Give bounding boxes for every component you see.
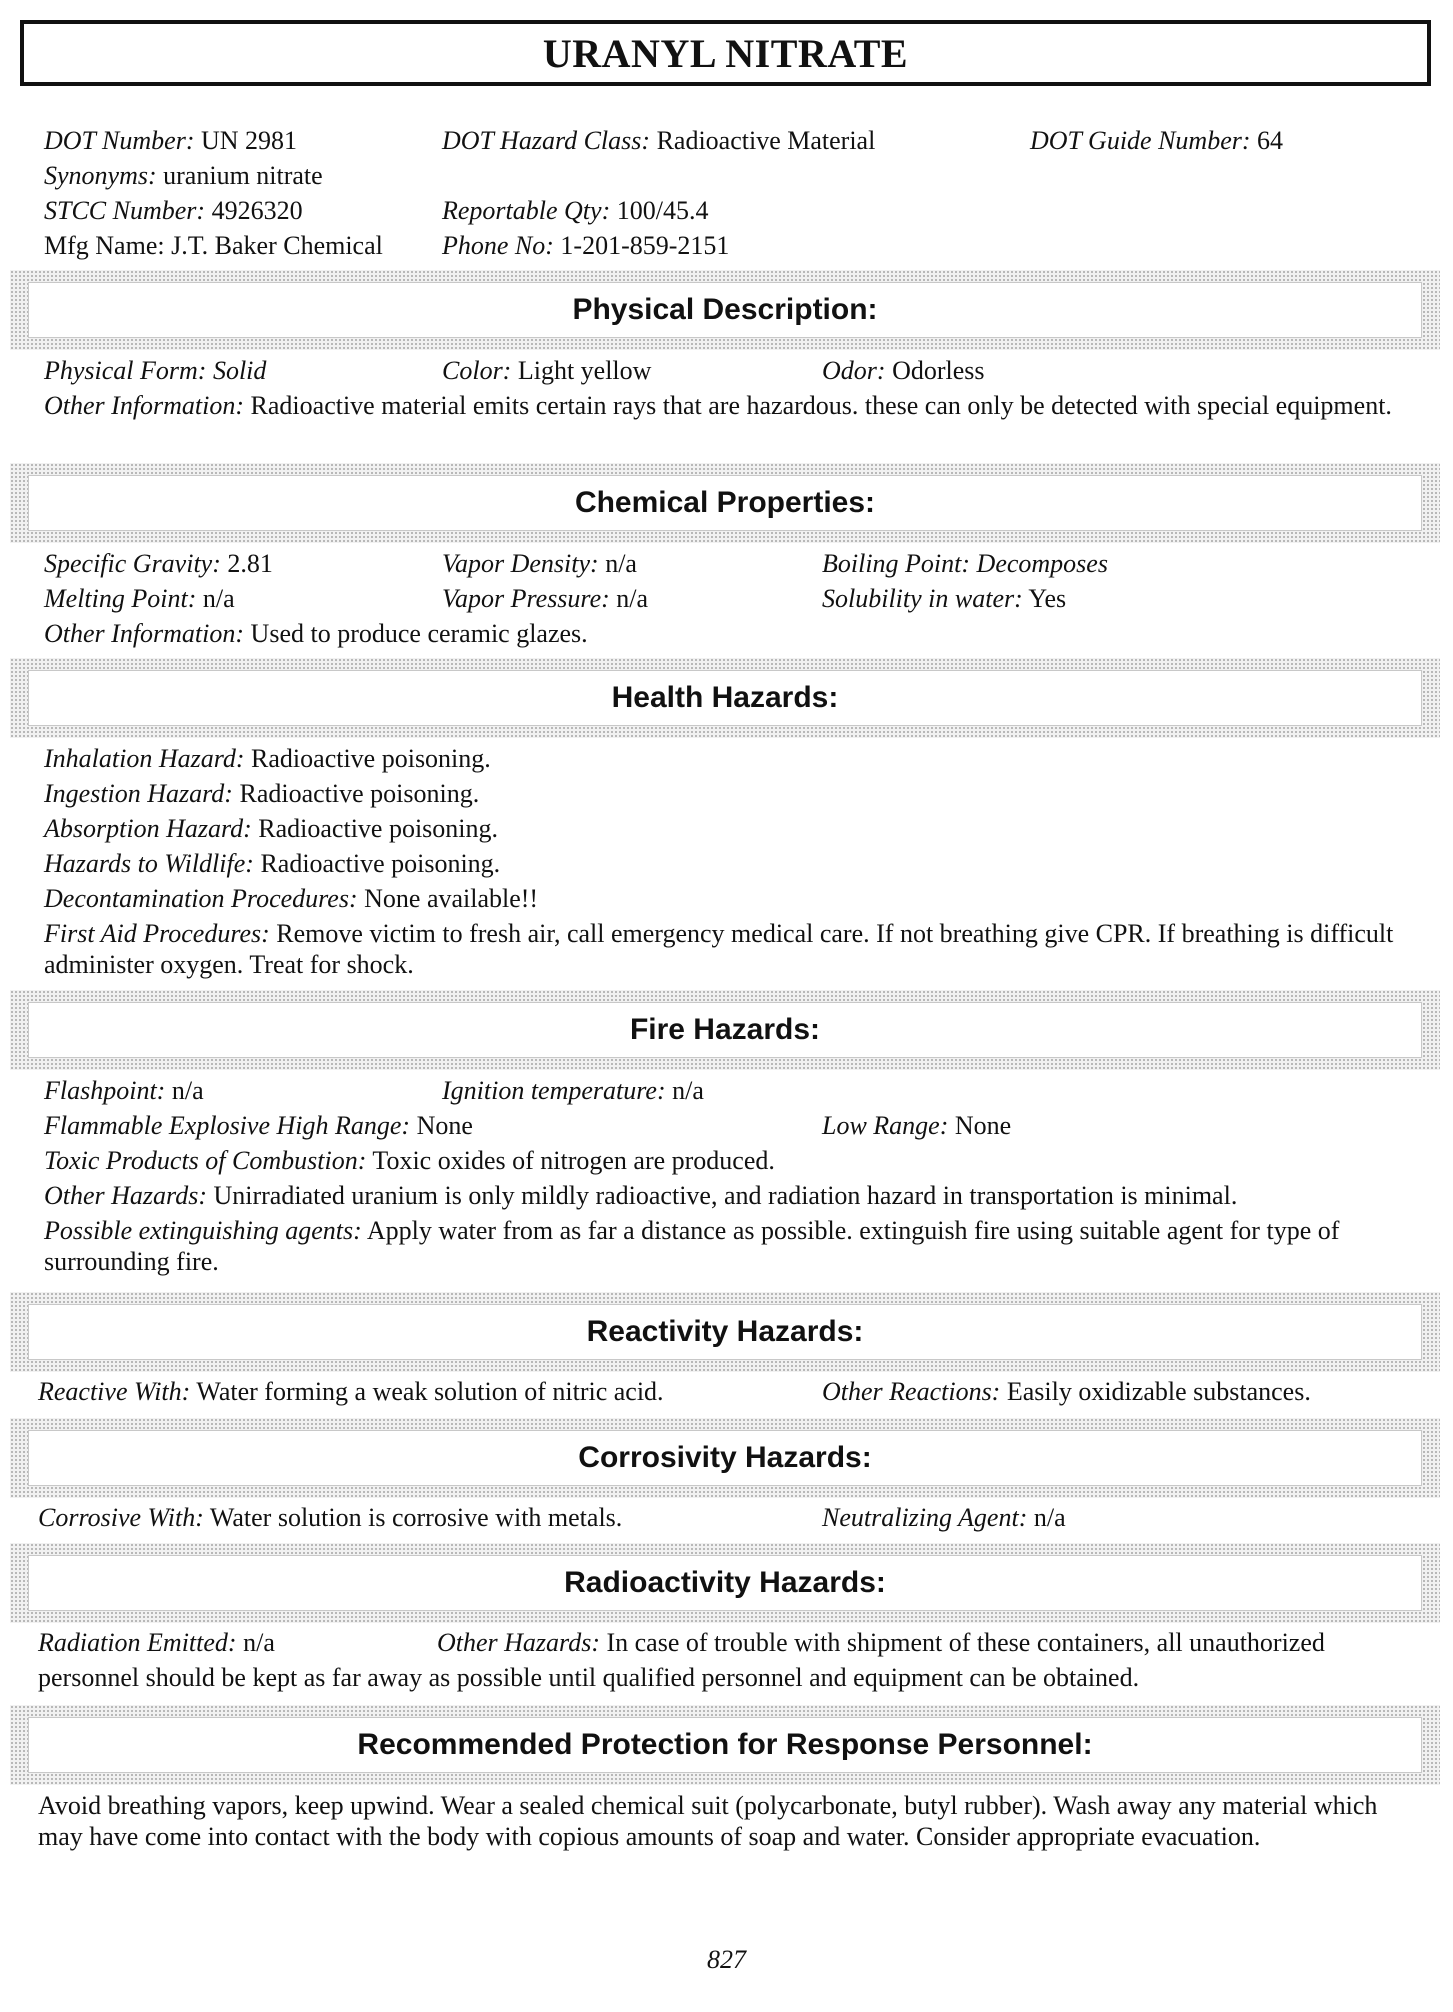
absorption-hazard: Absorption Hazard: Radioactive poisoning. — [44, 814, 499, 843]
low-range: Low Range: None — [822, 1111, 1012, 1140]
health-header — [10, 658, 1440, 738]
radiation-emitted: Radiation Emitted: n/a — [38, 1628, 275, 1657]
page-title: URANYL NITRATE — [542, 30, 909, 76]
toxic-products: Toxic Products of Combustion: Toxic oxides of nitrogen are produced. — [44, 1146, 775, 1175]
reportable-qty: Reportable Qty: 100/45.4 — [442, 196, 709, 225]
reactive-with: Reactive With: Water forming a weak solution of nitric acid. — [38, 1377, 664, 1406]
section-heading: Fire Hazards: — [629, 1013, 821, 1046]
synonyms: Synonyms: uranium nitrate — [44, 161, 323, 190]
fire-other-hazards: Other Hazards: Unirradiated uranium is only mildly radioactive, and radiation hazard in transportation is minimal. — [44, 1181, 1238, 1210]
ignition-temperature: Ignition temperature: n/a — [442, 1076, 704, 1105]
section-heading: Recommended Protection for Response Personnel: — [357, 1728, 1093, 1761]
physical-other-info: Other Information: Radioactive material emits certain rays that are hazardous. these can only be detected with special equipment. — [44, 391, 1392, 420]
corrosive-with: Corrosive With: Water solution is corrosive with metals. — [38, 1503, 623, 1532]
radioactivity-other-hazards-cont: personnel should be kept as far away as possible until qualified personnel and equipment can be obtained. — [38, 1663, 1140, 1692]
page-number: 827 — [707, 1945, 746, 1974]
boiling-point: Boiling Point: Decomposes — [822, 549, 1108, 578]
dot-hazard-class: DOT Hazard Class: Radioactive Material — [442, 126, 876, 155]
wildlife-hazard: Hazards to Wildlife: Radioactive poisoning. — [44, 849, 501, 878]
mfg-name: Mfg Name: J.T. Baker Chemical — [44, 231, 383, 260]
chemical-header — [10, 463, 1440, 543]
title-box — [20, 20, 1431, 86]
radioactivity-other-hazards: Other Hazards: In case of trouble with shipment of these containers, all unauthorized — [437, 1628, 1325, 1657]
melting-point: Melting Point: n/a — [44, 584, 235, 613]
odor: Odor: Odorless — [822, 356, 985, 385]
color: Color: Light yellow — [442, 356, 652, 385]
decontamination: Decontamination Procedures: None available!! — [44, 884, 539, 913]
chemical-other-info: Other Information: Used to produce ceramic glazes. — [44, 619, 588, 648]
dot-guide-number: DOT Guide Number: 64 — [1030, 126, 1284, 155]
radioactivity-header — [10, 1543, 1440, 1623]
corrosivity-header — [10, 1418, 1440, 1498]
physical-header — [10, 270, 1440, 350]
first-aid: First Aid Procedures: Remove victim to fresh air, call emergency medical care. If not breathing give CPR. If breathing is difficult administer oxygen. Treat for shock. — [44, 919, 1394, 979]
inhalation-hazard: Inhalation Hazard: Radioactive poisoning. — [44, 744, 491, 773]
stcc-number: STCC Number: 4926320 — [44, 196, 303, 225]
section-heading: Health Hazards: — [611, 681, 839, 714]
neutralizing-agent: Neutralizing Agent: n/a — [822, 1503, 1066, 1532]
physical-form: Physical Form: Solid — [44, 356, 267, 385]
section-heading: Chemical Properties: — [574, 486, 876, 519]
protection-text: Avoid breathing vapors, keep upwind. Wear a sealed chemical suit (polycarbonate, butyl rubber). Wash away any material which may have come into contact with the body with copious amounts of soap and water. Consider appropriate evacuation. — [38, 1791, 1378, 1851]
section-heading: Reactivity Hazards: — [586, 1315, 864, 1348]
ingestion-hazard: Ingestion Hazard: Radioactive poisoning. — [44, 779, 480, 808]
section-heading: Physical Description: — [572, 293, 878, 326]
extinguishing-agents: Possible extinguishing agents: Apply water from as far a distance as possible. extinguish fire using suitable agent for type of surrounding fire. — [44, 1216, 1340, 1276]
high-range: Flammable Explosive High Range: None — [44, 1111, 473, 1140]
section-heading: Radioactivity Hazards: — [564, 1566, 886, 1599]
solubility: Solubility in water: Yes — [822, 584, 1067, 613]
vapor-density: Vapor Density: n/a — [442, 549, 637, 578]
fire-header — [10, 990, 1440, 1070]
phone-number: Phone No: 1-201-859-2151 — [442, 231, 730, 260]
dot-number: DOT Number: UN 2981 — [44, 126, 298, 155]
reactivity-header — [10, 1292, 1440, 1372]
vapor-pressure: Vapor Pressure: n/a — [442, 584, 649, 613]
other-reactions: Other Reactions: Easily oxidizable substances. — [822, 1377, 1311, 1406]
section-heading: Corrosivity Hazards: — [578, 1441, 872, 1474]
flashpoint: Flashpoint: n/a — [44, 1076, 204, 1105]
protection-header — [10, 1705, 1440, 1785]
specific-gravity: Specific Gravity: 2.81 — [44, 549, 273, 578]
